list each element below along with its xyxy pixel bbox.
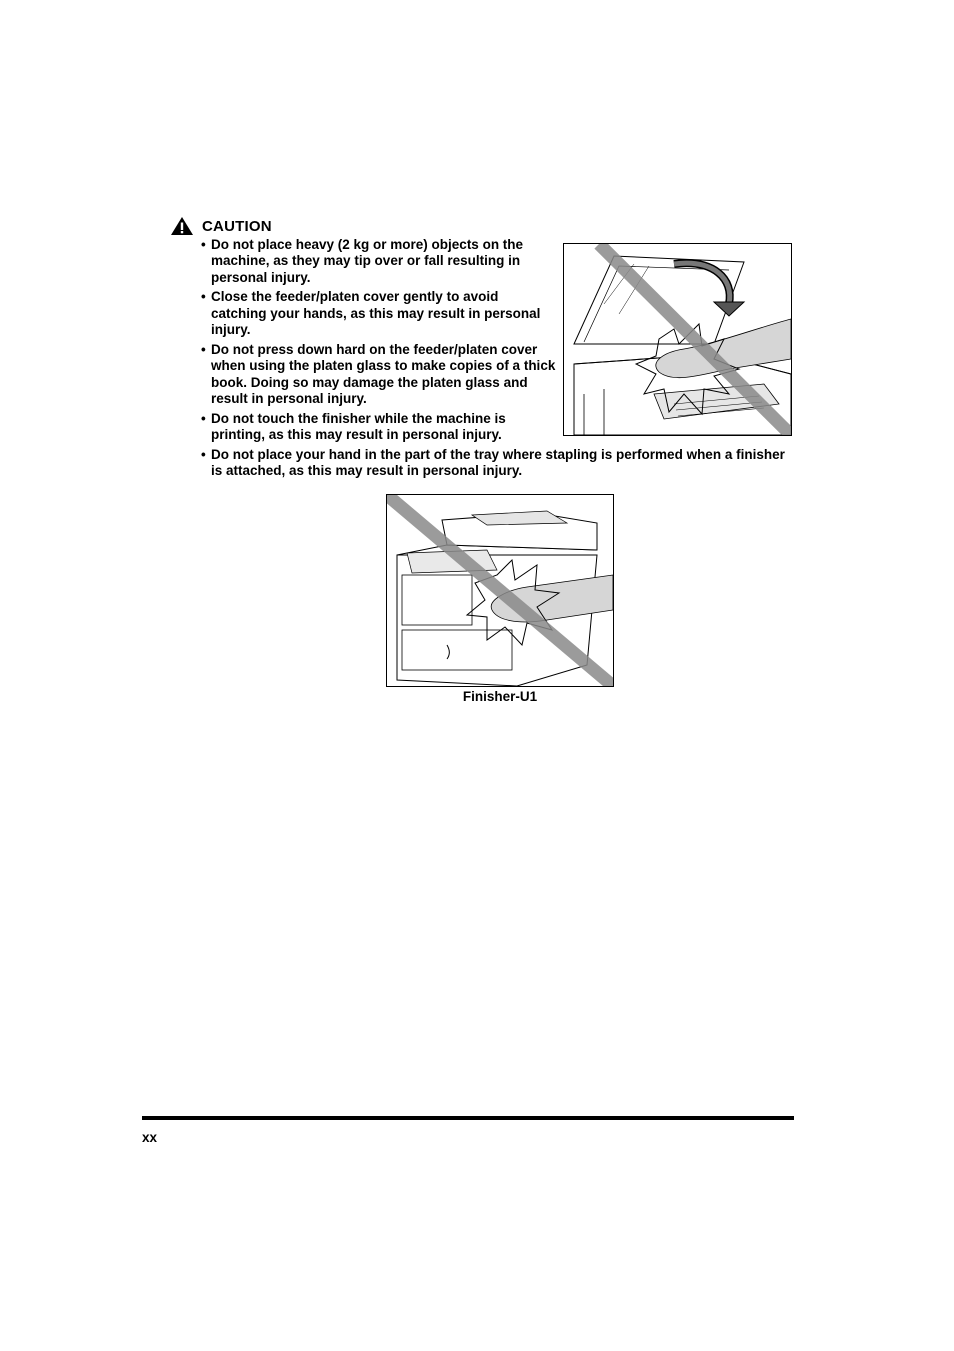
caution-item: • Close the feeder/platen cover gently to avoid catching your hands, as this may result in personal injury. — [201, 289, 556, 338]
footer-rule — [142, 1116, 794, 1120]
figure-finisher-prohibited — [386, 494, 614, 687]
caution-header — [170, 216, 272, 236]
caution-item: • Do not place heavy (2 kg or more) objects on the machine, as they may tip over or fall resulting in personal injury. — [201, 237, 556, 286]
caution-item: • Do not press down hard on the feeder/platen cover when using the platen glass to make copies of a thick book. Doing so may damage the platen glass and result in personal injury. — [201, 342, 556, 407]
caution-item: • Do not touch the finisher while the machine is printing, as this may result in personal injury. — [201, 411, 556, 444]
warning-triangle-icon — [170, 216, 194, 236]
figure-feeder-cover-prohibited — [563, 243, 792, 436]
caution-item: • Do not place your hand in the part of the tray where stapling is performed when a finisher is attached, as this may result in personal injury. — [201, 447, 786, 480]
figure-caption: Finisher-U1 — [462, 689, 538, 704]
caution-list — [201, 237, 556, 447]
page-number: xx — [142, 1130, 158, 1145]
caution-title: CAUTION — [202, 217, 272, 235]
caution-list-wide — [201, 447, 786, 483]
